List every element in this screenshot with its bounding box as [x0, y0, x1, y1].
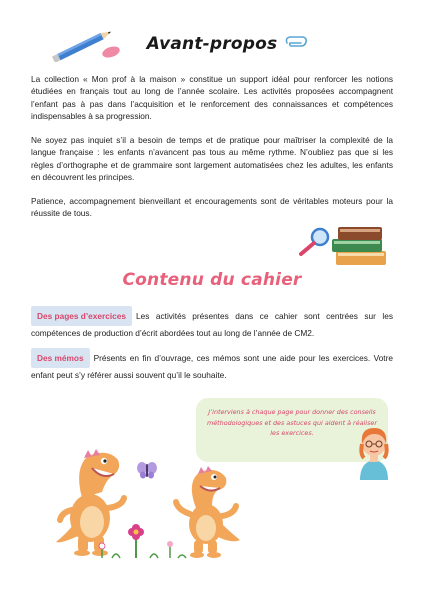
- contents-item-exercises: [31, 306, 393, 340]
- memos-tag: Des mémos: [31, 348, 90, 368]
- books-magnifier-icon: [298, 221, 390, 269]
- dinosaur-right-icon: [170, 462, 246, 560]
- foreword-title: Avant-propos: [146, 34, 278, 54]
- exercises-text: Les activités présentes dans ce cahier sont centrées sur les compétences de production d’écrit abordées tout au long de l’année de CM2.: [31, 311, 393, 338]
- foreword-paragraph-3: Patience, accompagnement bienveillant et encouragements sont de véritables moteurs pour la réussite de tous.: [31, 196, 393, 219]
- contents-title: Contenu du cahier: [122, 270, 302, 290]
- teacher-character-icon: [354, 422, 394, 480]
- tip-bubble-text: J’interviens à chaque page pour donner des conseils méthodologiques et des astuces qui aident à réaliser les exercices.: [207, 408, 377, 438]
- memos-text: Présents en fin d’ouvrage, ces mémos sont une aide pour les exercices. Votre enfant peut s’y référer aussi souvent qu’il le souhaite.: [31, 353, 393, 380]
- foreword-paragraph-2: Ne soyez pas inquiet s’il a besoin de temps et de pratique pour maîtriser la complexité de la langue française : les enfants n’avancent pas tous au même rythme. N’oubliez pas que si les règles d’orthographe et de grammaire sont largement automatisées chez les adultes, les enfants en découvrent les principes.: [31, 135, 393, 183]
- foreword-paragraph-1: La collection « Mon prof à la maison » constitue un support idéal pour renforcer les notions étudiées en français tout au long de l’année scolaire. Les activités proposées accompagnent l’enfant pas à pas dans l’acquisition et le renforcement des connaissances et compétences indispensables à sa progression.: [31, 74, 393, 122]
- exercises-tag: Des pages d’exercices: [31, 306, 132, 326]
- contents-item-memos: [31, 348, 393, 382]
- butterfly-icon: [136, 460, 158, 480]
